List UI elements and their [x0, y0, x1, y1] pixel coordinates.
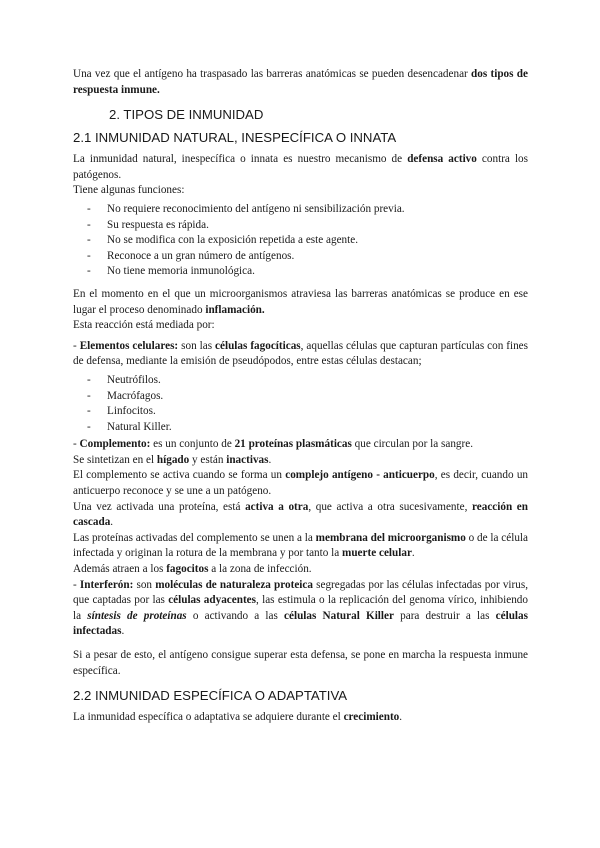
intro-bold: dos tipos de respuesta inmune. [73, 68, 528, 96]
list-item: - No requiere reconocimiento del antígeno ni sensibilización previa. [87, 202, 405, 215]
pesar-paragraph: Si a pesar de esto, el antígeno consigue superar esta defensa, se pone en marcha la respuesta inmune específica. [73, 649, 528, 677]
heading-inmunidad-especifica: 2.2 INMUNIDAD ESPECÍFICA O ADAPTATIVA [73, 688, 348, 704]
list-item: - No se modifica con la exposición repetida a este agente. [87, 234, 358, 247]
funciones-label: Tiene algunas funciones: [73, 184, 185, 197]
celulares-paragraph: - Elementos celulares: son las células fagocíticas, aquellas células que capturan partículas con fines de defensa, mediante la emisión de pseudópodos, entre estas células destacan; [73, 339, 529, 368]
complemento-activacion: El complemento se activa cuando se forma un complejo antígeno - anticuerpo, es decir, cuando un anticuerpo reconoce y se une a un patógeno. [73, 469, 529, 498]
list-item: - No tiene memoria inmunológica. [87, 265, 255, 278]
complemento-membrana: Las proteínas activadas del complemento se unen a la membrana del microorganismo o de la célula infectada y originan la rotura de la membrana y por tanto la muerte celular. [73, 531, 528, 560]
list-item: - Neutrófilos. [87, 373, 161, 386]
heading-inmunidad-natural: 2.1 INMUNIDAD NATURAL, INESPECÍFICA O INNATA [73, 130, 397, 146]
complemento-sintesis: Se sintetizan en el hígado y están inactivas. [73, 453, 272, 466]
complemento-paragraph: - Complemento: es un conjunto de 21 proteínas plasmáticas que circulan por la sangre. [73, 438, 474, 451]
inflamacion-paragraph: En el momento en el que un microorganismos atraviesa las barreras anatómicas se produce en ese lugar el proceso denominado inflamación. [73, 287, 528, 316]
list-item: - Linfocitos. [87, 405, 156, 418]
list-item: - Natural Killer. [87, 420, 172, 433]
heading-tipos-inmunidad: 2. TIPOS DE INMUNIDAD [109, 107, 264, 123]
list-item: - Reconoce a un gran número de antígenos. [87, 249, 295, 262]
celulas-list [73, 373, 528, 435]
natural-paragraph: La inmunidad natural, inespecífica o innata es nuestro mecanismo de defensa activo contra los patógenos. [73, 153, 528, 181]
interferon-paragraph: - Interferón: son moléculas de naturaleza proteica segregadas por las células infectadas por virus, que captadas por las células adyacentes, las estimula o la replicación del genoma vírico, inhibiendo la síntesis de proteínas o activando a las células Natural Killer para destruir a las células infectadas. [73, 578, 528, 638]
especifica-paragraph: La inmunidad específica o adaptativa se adquiere durante el crecimiento. [73, 711, 403, 724]
funciones-list [73, 202, 528, 280]
complemento-fagocitos: Además atraen a los fagocitos a la zona de infección. [73, 563, 312, 576]
document-page [73, 67, 528, 726]
list-item: - Macrófagos. [87, 389, 164, 402]
intro-paragraph: Una vez que el antígeno ha traspasado las barreras anatómicas se pueden desencadenar dos tipos de respuesta inmune. [73, 68, 528, 96]
mediada-paragraph: Esta reacción está mediada por: [73, 319, 215, 332]
complemento-cascada: Una vez activada una proteína, está activa a otra, que activa a otra sucesivamente, reacción en cascada. [73, 500, 528, 529]
list-item: - Su respuesta es rápida. [87, 218, 209, 231]
